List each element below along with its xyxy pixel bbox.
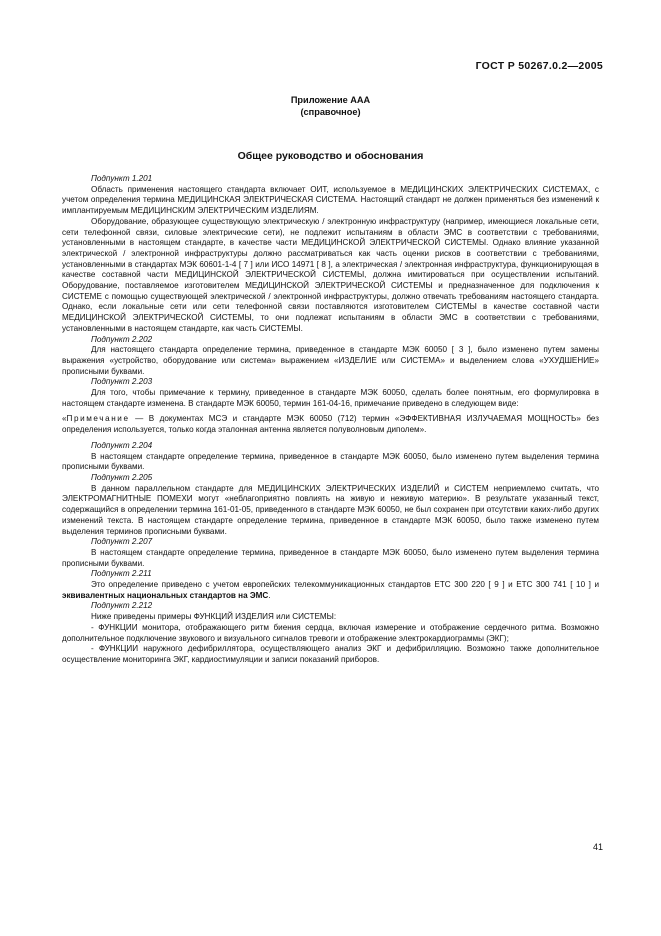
bold-text: эквивалентных национальных стандартов на ЭМС: [62, 590, 269, 600]
document-body: [62, 174, 599, 666]
appendix-title: Приложение ААА: [290, 95, 371, 105]
subclause-label: Подпункт 2.204: [91, 440, 153, 450]
subclause-label: Подпункт 1.201: [91, 174, 153, 183]
paragraph: В данном параллельном стандарте для МЕДИЦИНСКИХ ЭЛЕКТРИЧЕСКИХ ИЗДЕЛИЙ и СИСТЕМ неприемлемо считать, что ЭЛЕКТРОМАГНИТНЫЕ ПОМЕХИ могут «неблагоприятно повлиять на живую и неживую материю». В результате указанный текст, содержащийся в определении термина 161-01-05, приведенного в стандарте МЭК 60050, не был сохранен при отсутствии каких-либо других изменений текста. В настоящем стандарте определение термина, приведенное в стандарте МЭК 60050, было также изменено путем выделения терминов прописными буквами.: [62, 483, 599, 536]
subclause-label: Подпункт 2.205: [91, 472, 153, 482]
paragraph-tail: .: [268, 590, 271, 600]
paragraph-text: Это определение приведено с учетом европейских телекоммуникационных стандартов ЕТС 300 220 [ 9 ] и ЕТС 300 741 [ 10 ] и: [91, 580, 599, 590]
subclause-label: Подпункт 2.211: [91, 569, 152, 579]
paragraph: Ниже приведены примеры ФУНКЦИЙ ИЗДЕЛИЯ или СИСТЕМЫ:: [91, 612, 337, 622]
paragraph: Для того, чтобы примечание к термину, приведенное в стандарте МЭК 60050, сделать более понятным, его формулировка в настоящем стандарте изменена. В стандарте МЭК 60050, термин 161-04-16, примечание приведено в следующем виде:: [62, 388, 599, 408]
section-title: Общее руководство и обоснования: [237, 150, 424, 162]
paragraph: Область применения настоящего стандарта включает ОИТ, используемое в МЕДИЦИНСКИХ ЭЛЕКТРИЧЕСКИХ СИСТЕМАХ, с учетом определения термина МЕДИЦИНСКАЯ ЭЛЕКТРИЧЕСКАЯ СИСТЕМА. Настоящий стандарт не должен применяться без изменений к имплантируемым МЕДИЦИНСКИМ ЭЛЕКТРИЧЕСКИМ ИЗДЕЛИЯМ.: [62, 184, 599, 216]
paragraph: В настоящем стандарте определение термина, приведенное в стандарте МЭК 60050, было изменено путем выделения термина прописными буквами.: [62, 451, 599, 472]
note-label: Примечание: [66, 414, 130, 424]
standard-code-header: ГОСТ Р 50267.0.2—2005: [475, 60, 603, 72]
subclause-label: Подпункт 2.212: [91, 601, 153, 611]
paragraph: [62, 580, 599, 601]
note-paragraph: «Примечание — В документах МСЭ и стандарте МЭК 60050 (712) термин «ЭФФЕКТИВНАЯ ИЗЛУЧАЕМАЯ МОЩНОСТЬ» без определения используется, только когда эталонная антенна является полуволновым диполем».: [62, 414, 599, 435]
page-number: 41: [592, 842, 603, 852]
note-text: — В документах МСЭ и стандарте МЭК 60050 (712) термин «ЭФФЕКТИВНАЯ ИЗЛУЧАЕМАЯ МОЩНОСТЬ» без определения используется, только когда эталонная антенна является полуволновым диполем».: [62, 414, 599, 435]
subclause-label: Подпункт 2.203: [91, 377, 153, 387]
list-item: - ФУНКЦИИ монитора, отображающего ритм биения сердца, включая измерение и отображение сердечного ритма. Возможно дополнительное подключение звукового и визуального сигналов тревоги и отображение электрокардиограммы (ЭКГ);: [62, 622, 599, 643]
paragraph: В настоящем стандарте определение термина, приведенное в стандарте МЭК 60050, было изменено путем выделения термина прописными буквами.: [62, 547, 599, 568]
paragraph: Оборудование, образующее существующую электрическую / электронную инфраструктуру (например, имеющиеся локальные сети, сети телефонной связи, силовые электрические сети), не подлежит испытаниям в области ЭМС в соответствии с требованиями, установленными в настоящем стандарте, в качестве части МЕДИЦИНСКОЙ ЭЛЕКТРИЧЕСКОЙ СИСТЕМЫ. Однако влияние указанной электрической / электронной инфраструктуры должно рассматриваться как часть оценки рисков в соответствии с требованиями, установленными в стандартах МЭК 60601-1-4 [ 7 ] или ИСО 14971 [ 8 ], а электрическая / электронная инфраструктура, функционирующая в качестве составной части МЕДИЦИНСКОЙ ЭЛЕКТРИЧЕСКОЙ СИСТЕМЫ, должна имитироваться при осуществлении испытаний. Оборудование, поставляемое изготовителем МЕДИЦИНСКОЙ ЭЛЕКТРИЧЕСКОЙ СИСТЕМЫ и предназначенное для подключения к СИСТЕМЕ с помощью существующей электрической / электронной инфраструктуры, должно отвечать требованиям настоящего стандарта. Однако, если локальные сети или сети телефонной связи поставляются изготовителем СИСТЕМЫ в качестве составной части МЕДИЦИНСКОЙ ЭЛЕКТРИЧЕСКОЙ СИСТЕМЫ, то они подлежат испытаниям в области ЭМС в соответствии с требованиями, установленными в настоящем стандарте, как часть СИСТЕМЫ.: [62, 216, 599, 333]
subclause-label: Подпункт 2.202: [91, 334, 153, 344]
paragraph: Для настоящего стандарта определение термина, приведенное в стандарте МЭК 60050 [ 3 ], было изменено путем замены выражения «устройство, оборудование или система» выражением «ИЗДЕЛИЕ или СИСТЕМА» и выделением слова «УХУДШЕНИЕ» прописными буквами.: [62, 345, 599, 376]
appendix-heading: [0, 94, 661, 118]
subclause-label: Подпункт 2.207: [91, 537, 153, 547]
appendix-subtitle: (справочное): [300, 107, 361, 117]
list-item: - ФУНКЦИИ наружного дефибриллятора, осуществляющего анализ ЭКГ и дефибрилляцию. Возможно также дополнительное осуществление мониторинга ЭКГ, кардиостимуляции и записи показаний приборов.: [62, 644, 599, 664]
